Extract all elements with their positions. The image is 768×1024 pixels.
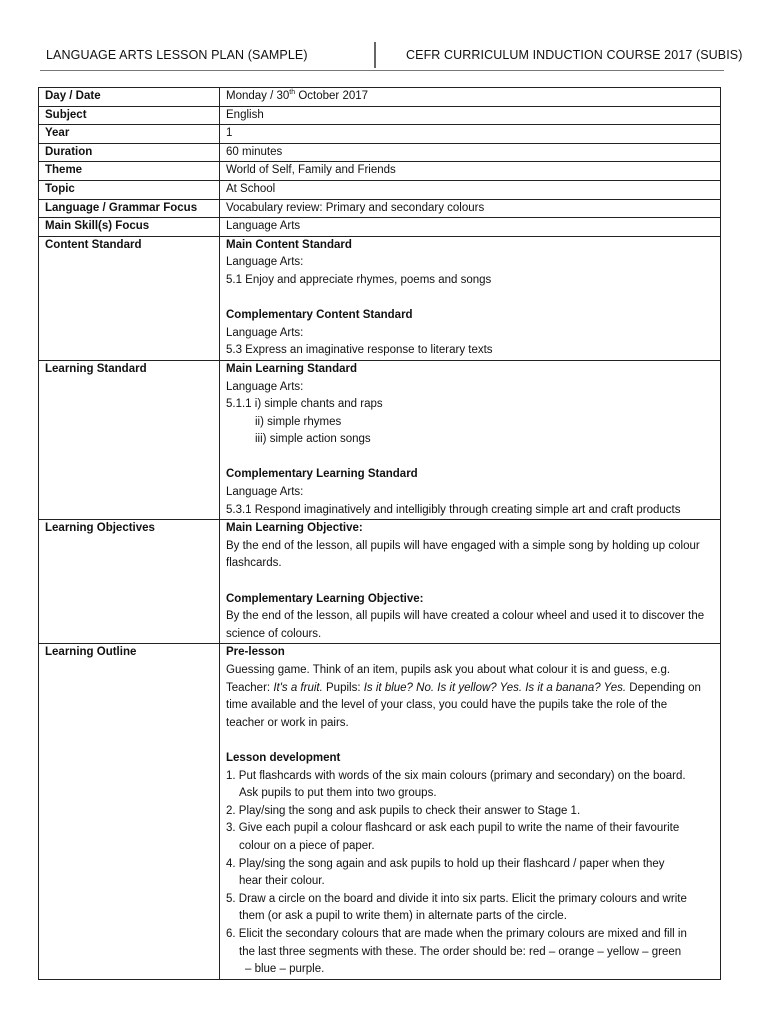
label-duration: Duration (39, 143, 220, 162)
main-objective-text: flashcards. (226, 557, 282, 570)
row-day-date (39, 88, 721, 107)
row-topic (39, 180, 721, 199)
label-learning-standard: Learning Standard (39, 360, 220, 519)
comp-objective-text: By the end of the lesson, all pupils will have created a colour wheel and used it to discover the (226, 610, 705, 623)
page-header (0, 40, 768, 70)
value-focus: Vocabulary review: Primary and secondary colours (220, 199, 721, 218)
learning-standard-item: 5.1.1 i) simple chants and raps (226, 398, 383, 411)
row-focus (39, 199, 721, 218)
main-objective-heading: Main Learning Objective: (226, 522, 363, 535)
row-learning-outline (39, 644, 721, 979)
comp-content-item: 5.3 Express an imaginative response to literary texts (226, 344, 493, 357)
learning-standard-item: iii) simple action songs (255, 433, 371, 446)
lesson-development-heading: Lesson development (226, 751, 341, 764)
label-learning-outline: Learning Outline (39, 644, 220, 979)
lesson-step: 6. Elicit the secondary colours that are made when the primary colours are mixed and fill in the last three segments with these. The order should be: red – orange – yellow – green – blue – purple. (226, 927, 687, 976)
row-subject (39, 106, 721, 125)
row-duration (39, 143, 721, 162)
value-skills: Language Arts (220, 218, 721, 237)
value-duration: 60 minutes (220, 143, 721, 162)
pre-lesson-text: Teacher: It's a fruit. Pupils: Is it blue? No. Is it yellow? Yes. Is it a banana? Yes. Depending on (226, 681, 701, 694)
header-right-title: CEFR CURRICULUM INDUCTION COURSE 2017 (SUBIS) (406, 48, 743, 62)
label-content-standard: Content Standard (39, 236, 220, 360)
lesson-step: 1. Put flashcards with words of the six main colours (primary and secondary) on the board. Ask pupils to put them into two groups. (226, 769, 686, 800)
main-content-area: Language Arts: (226, 256, 304, 269)
pre-lesson-text: teacher or work in pairs. (226, 716, 349, 729)
lesson-step: 3. Give each pupil a colour flashcard or ask each pupil to write the name of their favourite colour on a piece of paper. (226, 822, 680, 852)
value-day-date: Monday / 30th October 2017 (220, 88, 721, 107)
pre-lesson-heading: Pre-lesson (226, 646, 285, 659)
row-learning-standard (39, 360, 721, 519)
value-subject: English (220, 106, 721, 125)
label-focus: Language / Grammar Focus (39, 199, 220, 218)
row-skills (39, 218, 721, 237)
header-left-title: LANGUAGE ARTS LESSON PLAN (SAMPLE) (46, 48, 308, 62)
comp-content-standard-heading: Complementary Content Standard (226, 309, 413, 322)
value-content-standard (220, 236, 721, 360)
header-rule (40, 70, 724, 71)
lesson-step: 5. Draw a circle on the board and divide it into six parts. Elicit the primary colours and write them (or ask a pupil to write them) in alternate parts of the circle. (226, 892, 687, 923)
header-separator (374, 42, 376, 68)
comp-content-area: Language Arts: (226, 326, 304, 339)
row-learning-objectives (39, 520, 721, 644)
label-topic: Topic (39, 180, 220, 199)
value-year: 1 (220, 125, 721, 144)
main-learning-standard-heading: Main Learning Standard (226, 362, 357, 375)
label-day-date: Day / Date (39, 88, 220, 107)
main-content-standard-heading: Main Content Standard (226, 238, 352, 251)
label-year: Year (39, 125, 220, 144)
label-theme: Theme (39, 162, 220, 181)
main-objective-text: By the end of the lesson, all pupils will have engaged with a simple song by holding up colour (226, 539, 700, 552)
lesson-step: 2. Play/sing the song and ask pupils to check their answer to Stage 1. (226, 804, 581, 817)
row-theme (39, 162, 721, 181)
pre-lesson-text: time available and the level of your class, you could have the pupils take the role of the (226, 699, 668, 712)
pre-lesson-text: Guessing game. Think of an item, pupils ask you about what colour it is and guess, e.g. (226, 664, 671, 676)
main-content-item: 5.1 Enjoy and appreciate rhymes, poems and songs (226, 273, 492, 286)
label-learning-objectives: Learning Objectives (39, 520, 220, 644)
value-topic: At School (220, 180, 721, 199)
label-skills: Main Skill(s) Focus (39, 218, 220, 237)
value-theme: World of Self, Family and Friends (220, 162, 721, 181)
value-learning-objectives (220, 520, 721, 644)
comp-learning-area: Language Arts: (226, 486, 304, 499)
value-learning-standard (220, 360, 721, 519)
row-content-standard (39, 236, 721, 360)
learning-standard-item: ii) simple rhymes (255, 415, 342, 428)
value-learning-outline (220, 644, 721, 979)
comp-objective-heading: Complementary Learning Objective: (226, 592, 424, 605)
comp-learning-item: 5.3.1 Respond imaginatively and intelligibly through creating simple art and craft products (226, 503, 681, 516)
comp-learning-standard-heading: Complementary Learning Standard (226, 468, 418, 481)
lesson-step: 4. Play/sing the song again and ask pupils to hold up their flashcard / paper when they hear their colour. (226, 857, 665, 888)
label-subject: Subject (39, 106, 220, 125)
row-year (39, 125, 721, 144)
comp-objective-text: science of colours. (226, 627, 322, 640)
main-learning-area: Language Arts: (226, 380, 304, 393)
lesson-plan-table (38, 87, 721, 980)
